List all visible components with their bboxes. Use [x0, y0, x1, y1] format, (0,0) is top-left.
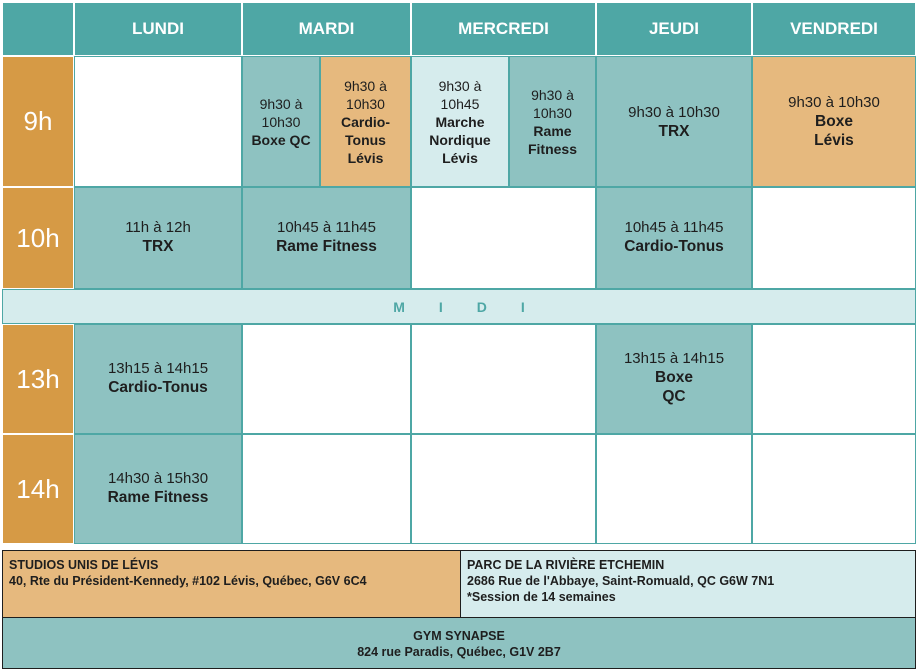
day-header-vendredi: VENDREDI [752, 2, 916, 56]
class-block [596, 187, 752, 289]
class-time: 14h30 à 15h30 [107, 470, 209, 487]
class-block [411, 56, 509, 187]
class-name: Cardio-Tonus Lévis [341, 113, 390, 166]
class-time: 9h30 à 10h30 [788, 94, 880, 111]
class-name: Marche Nordique Lévis [429, 113, 491, 166]
class-name: Boxe Lévis [814, 113, 854, 149]
class-time: 9h30 à 10h30 [531, 86, 574, 121]
empty-slot [411, 324, 596, 434]
class-name: TRX [658, 123, 690, 140]
header-corner [2, 2, 74, 56]
class-name: Cardio-Tonus [624, 238, 724, 255]
empty-slot [411, 434, 596, 544]
class-block [74, 187, 242, 289]
location-address: 40, Rte du Président-Kennedy, #102 Lévis, Québec, G6V 6C4 [9, 574, 367, 588]
location-title: PARC DE LA RIVIÈRE ETCHEMIN [467, 558, 665, 572]
hour-label-14h: 14h [2, 434, 74, 544]
empty-slot [596, 434, 752, 544]
class-time: 10h45 à 11h45 [624, 219, 724, 236]
class-name: Boxe QC [655, 369, 693, 405]
class-block [320, 56, 411, 187]
hour-label-13h: 13h [2, 324, 74, 434]
hour-label-10h: 10h [2, 187, 74, 289]
class-name: TRX [142, 238, 174, 255]
location-address: 2686 Rue de l'Abbaye, Saint-Romuald, QC G6W 7N1 [467, 574, 775, 588]
class-block [596, 324, 752, 434]
midi-label: MIDI [393, 298, 559, 315]
class-name: Rame Fitness [107, 489, 209, 506]
class-block [596, 56, 752, 187]
class-time: 9h30 à 10h30 [628, 104, 720, 121]
class-block [74, 324, 242, 434]
class-time: 13h15 à 14h15 [107, 360, 209, 377]
location-etchemin [460, 550, 916, 618]
day-header-lundi: LUNDI [74, 2, 242, 56]
empty-slot [242, 324, 411, 434]
empty-slot [242, 434, 411, 544]
class-block [509, 56, 596, 187]
day-header-mardi: MARDI [242, 2, 411, 56]
class-name: Cardio-Tonus [108, 379, 208, 396]
empty-slot [752, 187, 916, 289]
location-levis [2, 550, 462, 618]
empty-slot [74, 56, 242, 187]
location-title: STUDIOS UNIS DE LÉVIS [9, 558, 159, 572]
class-block [242, 56, 320, 187]
class-time: 13h15 à 14h15 [623, 350, 725, 367]
class-time: 9h30 à 10h45 [438, 77, 482, 112]
class-block [74, 434, 242, 544]
day-header-mercredi: MERCREDI [411, 2, 596, 56]
class-time: 9h30 à 10h30 [259, 95, 303, 130]
class-time: 9h30 à 10h30 [344, 77, 387, 112]
class-time: 10h45 à 11h45 [277, 219, 376, 236]
day-header-jeudi: JEUDI [596, 2, 752, 56]
empty-slot [752, 324, 916, 434]
class-block [752, 56, 916, 187]
class-block [242, 187, 411, 289]
class-name: Boxe QC [251, 131, 311, 148]
empty-slot [411, 187, 596, 289]
location-address: 824 rue Paradis, Québec, G1V 2B7 [357, 645, 561, 659]
class-name: Rame Fitness [276, 238, 377, 255]
location-synapse [2, 617, 916, 669]
empty-slot [752, 434, 916, 544]
location-title: GYM SYNAPSE [413, 629, 505, 643]
class-name: Rame Fitness [527, 122, 577, 157]
class-time: 11h à 12h [125, 219, 191, 236]
location-note: *Session de 14 semaines [467, 590, 616, 604]
midi-divider [2, 289, 916, 324]
hour-label-9h: 9h [2, 56, 74, 187]
